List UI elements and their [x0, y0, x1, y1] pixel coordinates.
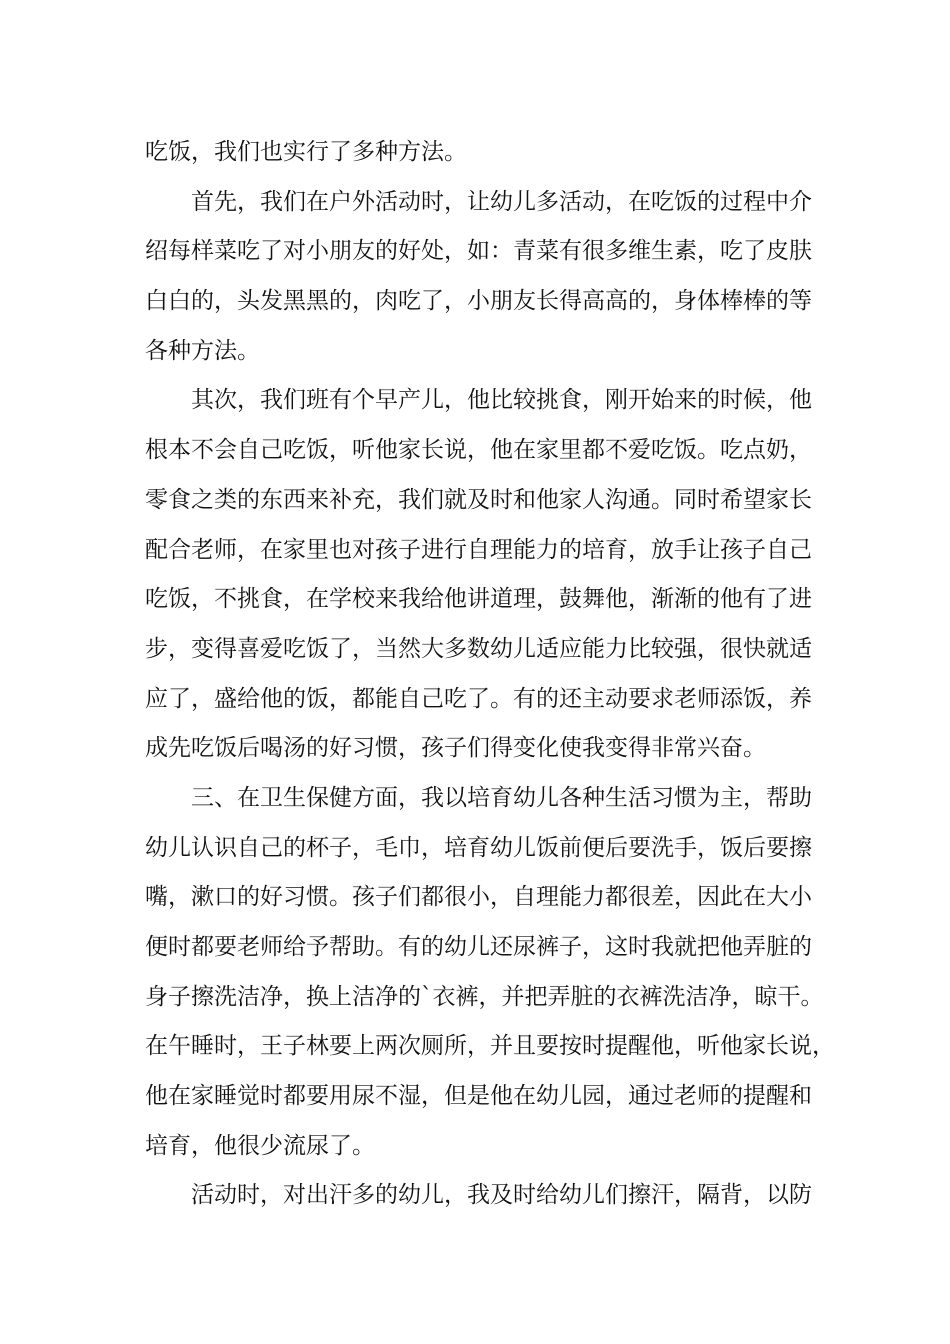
- text-line: 便时都要老师给予帮助。有的幼儿还尿裤子，这时我就把他弄脏的: [145, 934, 812, 960]
- text-line: 零食之类的东西来补充，我们就及时和他家人沟通。同时希望家长: [145, 486, 812, 513]
- text-line: 白白的，头发黑黑的，肉吃了，小朋友长得高高的，身体棒棒的等: [145, 288, 812, 315]
- text-line: 配合老师，在家里也对孩子进行自理能力的培育，放手让孩子自己: [145, 536, 812, 563]
- text-line: 各种方法。: [145, 337, 260, 364]
- text-line: 应了，盛给他的饭，都能自己吃了。有的还主动要求老师添饭，养: [145, 685, 812, 712]
- text-line: 培育，他很少流尿了。: [145, 1132, 375, 1159]
- text-line: 三、在卫生保健方面，我以培育幼儿各种生活习惯为主，帮助: [191, 784, 812, 811]
- text-line: 嘴，漱口的好习惯。孩子们都很小，自理能力都很差，因此在大小: [145, 884, 812, 911]
- paragraph: [145, 774, 835, 1172]
- text-line: 其次，我们班有个早产儿，他比较挑食，刚开始来的时候，他: [191, 387, 812, 414]
- paragraph: [145, 128, 825, 178]
- text-line: 幼儿认识自己的杯子，毛巾，培育幼儿饭前便后要洗手，饭后要擦: [145, 834, 812, 861]
- text-line: 吃饭，不挑食，在学校来我给他讲道理，鼓舞他，渐渐的他有了进: [145, 586, 812, 613]
- text-line: 身子擦洗洁净，换上洁净的`衣裤，并把弄脏的衣裤洗洁净，晾干。: [145, 983, 824, 1010]
- document-body: [145, 128, 835, 1221]
- paragraph: [145, 1171, 825, 1221]
- text-line: 成先吃饭后喝汤的好习惯，孩子们得变化使我变得非常兴奋。: [145, 735, 766, 762]
- text-line: 吃饭，我们也实行了多种方法。: [145, 139, 467, 165]
- text-line: 绍每样菜吃了对小朋友的好处，如：青菜有很多维生素，吃了皮肤: [145, 238, 812, 265]
- text-line: 他在家睡觉时都要用尿不湿，但是他在幼儿园，通过老师的提醒和: [145, 1083, 812, 1110]
- text-line: 根本不会自己吃饭，听他家长说，他在家里都不爱吃饭。吃点奶，: [145, 437, 812, 464]
- text-line: 首先，我们在户外活动时，让幼儿多活动，在吃饭的过程中介: [191, 188, 812, 215]
- text-line: 活动时，对出汗多的幼儿，我及时给幼儿们擦汗，隔背，以防: [191, 1182, 812, 1209]
- paragraph: [145, 376, 825, 774]
- text-line: 在午睡时，王子林要上两次厕所，并且要按时提醒他，听他家长说，: [145, 1033, 835, 1060]
- text-line: 步，变得喜爱吃饭了，当然大多数幼儿适应能力比较强，很快就适: [145, 635, 812, 662]
- paragraph: [145, 178, 825, 377]
